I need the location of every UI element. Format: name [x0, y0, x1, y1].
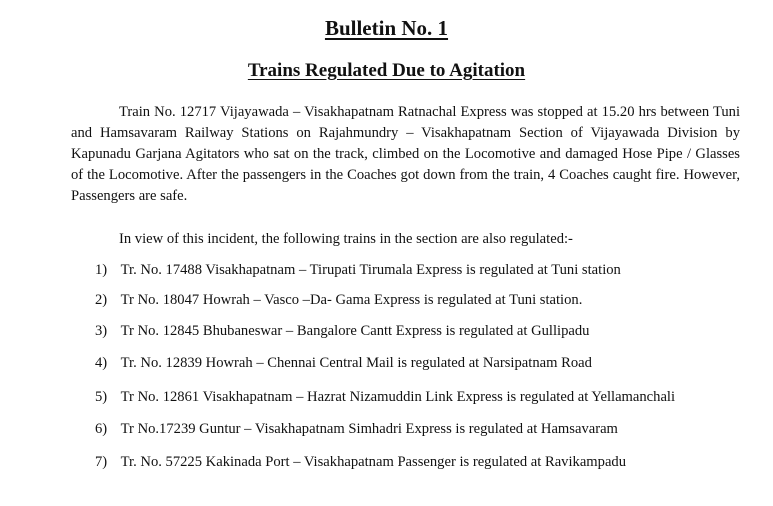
- list-item-text: Tr No. 18047 Howrah – Vasco –Da- Gama Express is regulated at Tuni station.: [120, 292, 583, 308]
- list-item-text: Tr. No. 12839 Howrah – Chennai Central Mail is regulated at Narsipatnam Road: [120, 355, 592, 371]
- list-item-text: Tr No.17239 Guntur – Visakhapatnam Simhadri Express is regulated at Hamsavaram: [120, 421, 618, 437]
- list-item-text: Tr No. 12845 Bhubaneswar – Bangalore Cantt Express is regulated at Gullipadu: [120, 323, 590, 339]
- list-item: [95, 452, 626, 472]
- bulletin-subtitle: Trains Regulated Due to Agitation: [247, 60, 526, 81]
- list-item: [95, 260, 621, 280]
- list-item: [95, 290, 582, 310]
- list-item-text: Tr No. 12861 Visakhapatnam – Hazrat Nizamuddin Link Express is regulated at Yellamanchali: [120, 389, 676, 405]
- list-item-number: 1): [95, 262, 108, 278]
- list-item-text: Tr. No. 57225 Kakinada Port – Visakhapatnam Passenger is regulated at Ravikampadu: [120, 454, 627, 470]
- list-item: [95, 353, 592, 373]
- list-item: [95, 419, 618, 439]
- list-item-number: 4): [95, 355, 108, 371]
- incident-paragraph: Train No. 12717 Vijayawada – Visakhapatnam Ratnachal Express was stopped at 15.20 hrs between Tuni and Hamsavaram Railway Stations on Rajahmundry – Visakhapatnam Section of Vijayawada Division by Kapunadu Garjana Agitators who sat on the track, climbed on the Locomotive and damaged Hose Pipe / Glasses of the Locomotive. After the passengers in the Coaches got down from the train, 4 Coaches caught fire. However, Passengers are safe.: [71, 104, 740, 204]
- list-item-number: 7): [95, 454, 108, 470]
- list-item-number: 3): [95, 323, 108, 339]
- regulation-intro-paragraph: In view of this incident, the following trains in the section are also regulated:-: [119, 231, 573, 247]
- list-item-text: Tr. No. 17488 Visakhapatnam – Tirupati Tirumala Express is regulated at Tuni station: [120, 262, 621, 278]
- list-item-number: 6): [95, 421, 108, 437]
- list-item: [95, 387, 675, 407]
- bulletin-title: Bulletin No. 1: [324, 16, 449, 40]
- list-item-number: 2): [95, 292, 108, 308]
- list-item-number: 5): [95, 389, 108, 405]
- list-item: [95, 321, 589, 341]
